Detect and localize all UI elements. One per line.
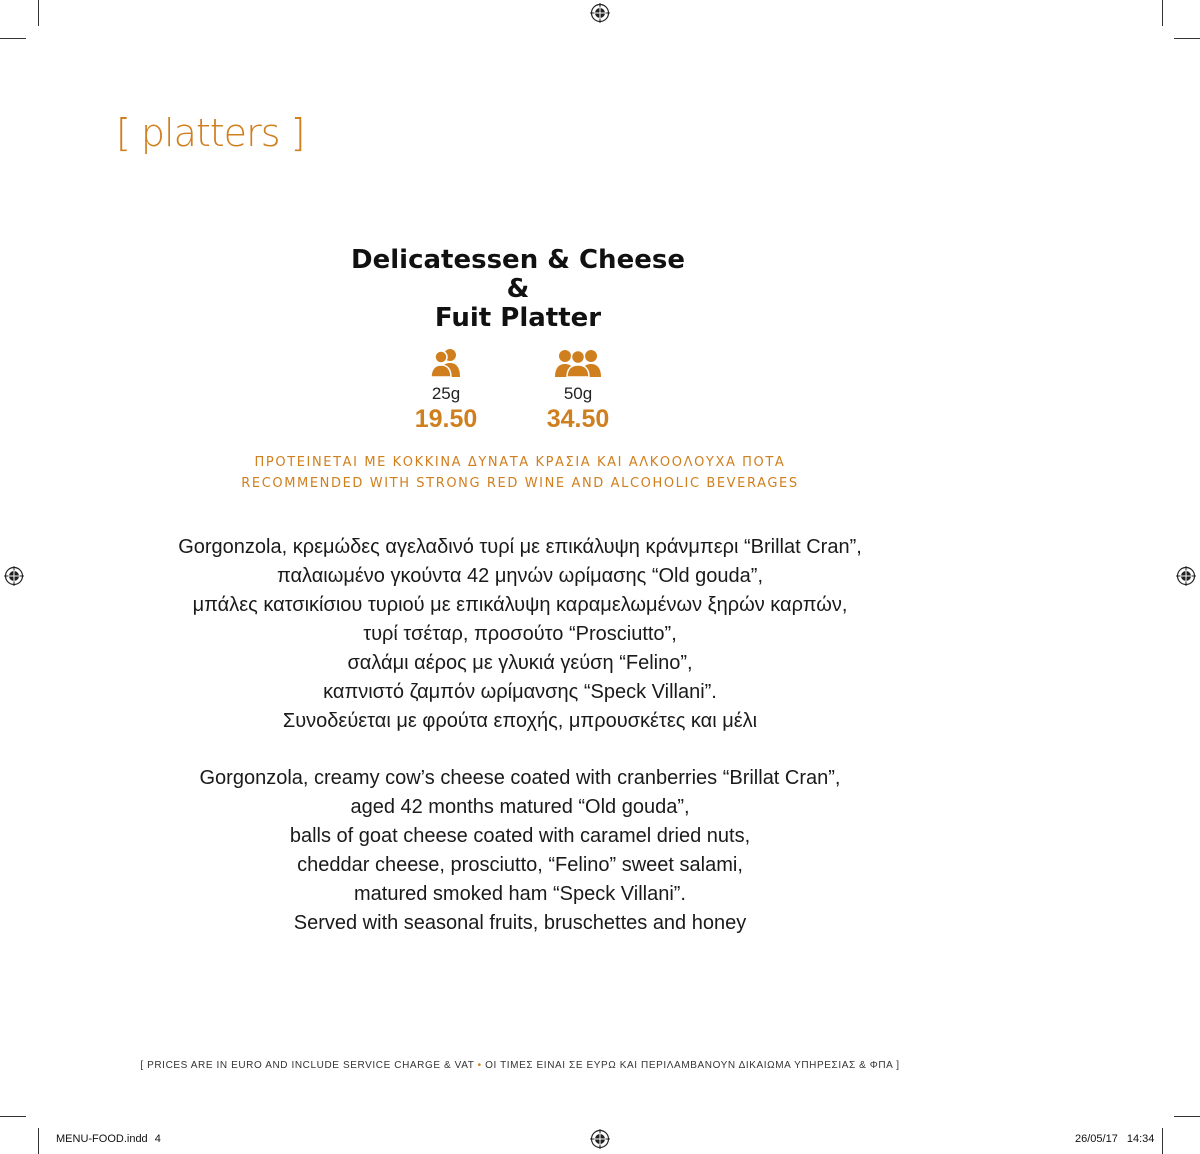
description-greek — [100, 533, 940, 736]
slug-page-number: 4 — [154, 1133, 161, 1145]
portion-large — [518, 346, 638, 434]
registration-mark-bottom-icon — [590, 1129, 610, 1149]
portion-small — [386, 346, 506, 434]
portion-small-weight: 25g — [431, 384, 461, 403]
crop-mark-top-left-horizontal — [0, 38, 26, 39]
description-greek-line: σαλάμι αέρος με γλυκιά γεύση “Felino”, — [347, 652, 693, 674]
price-note-separator: • — [477, 1060, 482, 1071]
portion-large-price: 34.50 — [546, 405, 610, 433]
description-english-line: Served with seasonal fruits, bruschettes and honey — [293, 912, 747, 934]
crop-mark-bottom-left-horizontal — [0, 1116, 26, 1117]
description-english-line: matured smoked ham “Speck Villani”. — [354, 883, 686, 905]
portion-large-weight: 50g — [563, 384, 593, 403]
crop-mark-bottom-right-vertical — [1162, 1128, 1163, 1154]
price-note-english: PRICES ARE IN EURO AND INCLUDE SERVICE CHARGE & VAT — [147, 1060, 475, 1071]
description-greek-line: Συνοδεύεται με φρούτα εποχής, μπρουσκέτες και μέλι — [282, 710, 758, 732]
description-english-line: cheddar cheese, prosciutto, “Felino” sweet salami, — [297, 854, 743, 876]
price-note-open-bracket: [ — [140, 1060, 144, 1071]
description-greek-line: παλαιωμένο γκούντα 42 μηνών ωρίμασης “Old gouda”, — [276, 565, 764, 587]
section-title-close-bracket: ] — [290, 111, 305, 155]
slug-file — [56, 1133, 161, 1145]
description-greek-line: καπνιστό ζαμπόν ωρίμανσης “Speck Villani”. — [323, 681, 717, 703]
dish-title — [318, 246, 718, 333]
dish-title-line-2: & — [506, 274, 530, 304]
three-persons-icon — [548, 346, 608, 380]
description-english-line: aged 42 months matured “Old gouda”, — [350, 796, 690, 818]
portion-small-price: 19.50 — [414, 405, 478, 433]
price-note-greek: ΟΙ ΤΙΜΕΣ ΕΙΝΑΙ ΣΕ ΕΥΡΩ ΚΑΙ ΠΕΡΙΛΑΜΒΑΝΟΥΝ ΔΙΚΑΙΩΜΑ ΥΠΗΡΕΣΙΑΣ & ΦΠΑ — [485, 1060, 893, 1071]
recommendation — [160, 452, 880, 494]
registration-mark-right-icon — [1176, 566, 1196, 586]
registration-mark-top-icon — [590, 3, 610, 23]
description-english — [100, 764, 940, 938]
dish-title-line-1: Delicatessen & Cheese — [351, 245, 685, 275]
two-persons-icon — [426, 346, 466, 380]
slug-timestamp — [1075, 1133, 1154, 1145]
slug-date: 26/05/17 — [1075, 1133, 1118, 1145]
registration-mark-left-icon — [4, 566, 24, 586]
description-greek-line: μπάλες κατσικίσιου τυριού με επικάλυψη καραμελωμένων ξηρών καρπών, — [192, 594, 848, 616]
recommendation-english: RECOMMENDED WITH STRONG RED WINE AND ALCOHOLIC BEVERAGES — [241, 476, 799, 491]
section-title — [116, 108, 304, 158]
crop-mark-top-right-vertical — [1162, 0, 1163, 26]
description-greek-line: Gorgonzola, κρεμώδες αγελαδινό τυρί με επικάλυψη κράνμπερι “Brillat Cran”, — [178, 536, 862, 558]
slug-file-name: MENU-FOOD.indd — [56, 1133, 148, 1145]
dish-title-line-3: Fuit Platter — [434, 303, 602, 333]
section-title-text: platters — [140, 111, 280, 155]
price-note-close-bracket: ] — [896, 1060, 900, 1071]
description-english-line: Gorgonzola, creamy cow’s cheese coated with cranberries “Brillat Cran”, — [199, 767, 841, 789]
description-english-line: balls of goat cheese coated with caramel dried nuts, — [289, 825, 751, 847]
recommendation-greek: ΠΡΟΤΕΙΝΕΤΑΙ ΜΕ ΚΟΚΚΙΝΑ ΔΥΝΑΤΑ ΚΡΑΣΙΑ ΚΑΙ ΑΛΚΟΟΛΟΥΧΑ ΠΟΤΑ — [254, 455, 786, 470]
crop-mark-top-left-vertical — [38, 0, 39, 26]
crop-mark-bottom-right-horizontal — [1174, 1116, 1200, 1117]
price-note — [100, 1060, 940, 1071]
description-greek-line: τυρί τσέταρ, προσούτο “Prosciutto”, — [363, 623, 677, 645]
section-title-open-bracket: [ — [116, 111, 130, 155]
crop-mark-top-right-horizontal — [1174, 38, 1200, 39]
crop-mark-bottom-left-vertical — [38, 1128, 39, 1154]
slug-time: 14:34 — [1126, 1133, 1155, 1145]
